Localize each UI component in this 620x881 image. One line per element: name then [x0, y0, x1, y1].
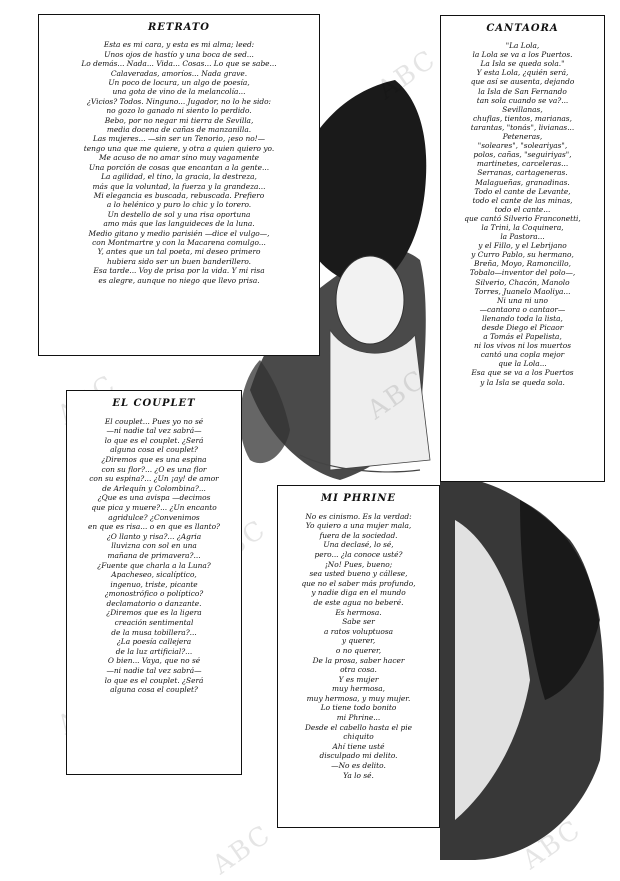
verse-line: Una porción de cosas que encantan a la gente...	[88, 162, 270, 172]
verse-line: pero... ¿la conoce usté?	[314, 549, 403, 559]
verse-line: a Tomás el Papelista,	[483, 332, 562, 342]
verse-line: Yo quiero a una mujer mala,	[305, 521, 412, 531]
verse-line: y nadie diga en el mundo	[311, 588, 406, 598]
verse-line: alguna cosa el couplet?	[110, 445, 198, 455]
verse-line: Una declasé, lo sé,	[323, 540, 394, 550]
verse-line: Y es mujer	[338, 674, 379, 684]
verse-line: media docena de cañas de manzanilla.	[106, 125, 252, 135]
stanza	[73, 532, 235, 570]
verse-line: todo el cante de las minas,	[472, 195, 573, 205]
verse-line: de Arlequín y Colombina?...	[102, 483, 206, 493]
verse-line: Lo tiene todo bonito	[320, 703, 397, 713]
poem-title: MI PHRINE	[321, 493, 396, 504]
watermark: ABC	[372, 44, 443, 106]
verse-line: O bien... Vaya, que no sé	[107, 656, 201, 666]
verse-line: Bebo, por no negar mi tierra de Sevilla,	[104, 115, 254, 125]
verse-line: El couplet... Pues yo no sé	[104, 416, 204, 426]
poem-retrato	[38, 14, 320, 356]
verse-line: y Curro Pablo, su hermano,	[471, 250, 574, 260]
verse-line: tan sola cuando se va?...	[476, 95, 569, 105]
verse-line: desde Diego el Picaor	[481, 323, 564, 332]
verse-line: que así se ausenta, dejando	[470, 77, 575, 87]
verse-line: o no querer,	[335, 645, 382, 655]
poem-title: EL COUPLET	[112, 398, 196, 409]
verse-line: a ratos voluptuosa	[323, 626, 394, 636]
verse-line: con su flor?... ¿O es una flor	[101, 464, 207, 474]
verse-line: la Lola se va a los Puertos.	[472, 50, 573, 60]
verse-line: ni los vivos ni los muertos	[473, 341, 572, 351]
verse-line: Breña, Moyo, Ramoncillo,	[474, 259, 571, 269]
poem-cantaora	[440, 15, 605, 482]
verse-line: con su espina?... ¿Un ¡ay! de amor	[89, 474, 219, 484]
verse-line: Apacheseo, sicalíptico,	[111, 570, 197, 580]
verse-line: —ni nadie tal vez sabrá—	[106, 426, 202, 436]
verse-line: no gozo lo ganado ni siento lo perdido.	[106, 106, 252, 116]
verse-line: Malagueñas, granadinas.	[475, 177, 570, 187]
verse-line: Me acuso de no amar sino muy vagamente	[98, 153, 260, 163]
stanza	[284, 512, 433, 608]
verse-line: y el Fillo, y el Lebrijano	[478, 241, 567, 251]
stanza	[284, 608, 433, 781]
verse-line: Silverio, Chacón, Manolo	[475, 277, 570, 287]
stanza	[447, 105, 598, 296]
verse-line: Esta es mi cara, y esta es mi alma; leed:	[103, 40, 255, 50]
verse-line: Serranas, cartageneras.	[477, 168, 568, 178]
verse-line: Calaveradas, amoríos... Nada grave.	[110, 68, 248, 78]
verse-line: en que es risa... o en que es llanto?	[88, 522, 220, 532]
poem-title: CANTAORA	[486, 23, 559, 34]
verse-line: Desde el cabello hasta el pie	[304, 722, 413, 732]
verse-line: de la luz artificial?...	[115, 646, 193, 656]
verse-line: Mi elegancia es buscada, rebuscada. Prefiero	[93, 190, 265, 200]
verse-line: Esa que se va a los Puertos	[471, 368, 574, 378]
verse-line: disculpado mi delito.	[319, 751, 398, 761]
stanza	[73, 455, 235, 493]
verse-line: —ni nadie tal vez sabrá—	[106, 666, 202, 676]
stanza	[73, 656, 235, 694]
verse-line: Ahí tiene usté	[332, 741, 385, 751]
verse-line: Medio gitano y medio parisién —dice el vulgo—,	[88, 228, 270, 238]
verse-line: cantó una copla mejor	[480, 350, 565, 360]
verse-line: ¡No! Pues, bueno;	[324, 559, 393, 569]
watermark: ABC	[207, 819, 278, 881]
verse-line: una gota de vino de la melancolía...	[112, 87, 246, 97]
verse-line: a lo helénico y puro lo chic y lo torero.	[106, 200, 252, 210]
verse-line: que no el saber más profundo,	[301, 578, 416, 588]
verse-line: La agilidad, el tino, la gracia, la destreza,	[101, 172, 257, 182]
verse-line: ¿O llanto y risa?... ¿Agria	[106, 531, 202, 541]
verse-line: Unos ojos de hastío y una boca de sed...	[104, 49, 254, 59]
verse-line: —cantaora o cantaor—	[479, 304, 566, 314]
verse-line: Es hermosa.	[335, 607, 382, 617]
stanza	[447, 41, 598, 105]
verse-line: Tobalo—inventor del polo—,	[469, 268, 576, 278]
watermark: ABC	[517, 814, 588, 876]
verse-line: —No es delito.	[331, 761, 386, 771]
verse-line: que la Lola...	[498, 359, 547, 369]
verse-line: ¿Diremos que es una espina	[101, 454, 207, 464]
verse-line: Ya lo sé.	[343, 770, 374, 780]
poem-mi-phrine	[277, 485, 440, 828]
poem-body	[447, 41, 598, 387]
stanza	[73, 417, 235, 455]
verse-line: muy hermosa, y muy mujer.	[306, 693, 411, 703]
verse-line: Sevillanas,	[502, 104, 543, 114]
verse-line: lluvizna con sol en una	[111, 541, 197, 551]
verse-line: lo que es el couplet. ¿Será	[104, 675, 204, 685]
verse-line: De la prosa, saber hacer	[312, 655, 405, 665]
verse-line: Y esta Lola, ¿quién será,	[476, 68, 569, 78]
verse-line: la Isla de San Fernando	[478, 86, 567, 96]
poem-el-couplet	[66, 390, 242, 775]
verse-line: Ni una ni uno	[497, 295, 548, 305]
verse-line: amo más que las languideces de la luna.	[103, 219, 255, 229]
verse-line: mi Phrine...	[336, 713, 381, 723]
verse-line: chuflas, tientos, marianas,	[473, 113, 572, 123]
verse-line: No es cinismo. Es la verdad:	[305, 511, 412, 521]
verse-line: creación sentimental	[114, 618, 194, 628]
verse-line: todo el cante...	[494, 204, 551, 214]
verse-line: Esa tarde... Voy de prisa por la vida. Y mi risa	[93, 266, 265, 276]
verse-line: hubiera sido ser un buen banderillero.	[106, 256, 252, 266]
poem-body	[45, 40, 313, 285]
verse-line: muy hermosa,	[332, 684, 385, 694]
verse-line: que pica y muere?... ¿Un encanto	[91, 502, 217, 512]
verse-line: Sabe ser	[342, 617, 375, 627]
verse-line: más que la voluntad, la fuerza y la grandeza...	[92, 181, 266, 191]
verse-line: Todo el cante de Levante,	[474, 186, 571, 196]
verse-line: ¿Que es una avispa —decimos	[97, 493, 211, 503]
verse-line: declamatorio o danzante.	[106, 598, 202, 608]
verse-line: lo que es el couplet. ¿Será	[104, 435, 204, 445]
verse-line: chiquito	[343, 732, 374, 742]
verse-line: sea usted bueno y cállese,	[309, 569, 408, 579]
verse-line: polos, cañas, "seguiriyas",	[473, 150, 572, 160]
verse-line: otra cosa.	[340, 665, 377, 675]
verse-line: llenando toda la lista,	[482, 313, 563, 323]
stanza	[45, 266, 313, 285]
poem-title: RETRATO	[147, 22, 211, 33]
stanza	[73, 608, 235, 656]
verse-line: mañana de primavera?...	[107, 550, 201, 560]
verse-line: "soleares", "soleariyas",	[477, 141, 568, 151]
poem-body	[73, 417, 235, 695]
verse-line: que cantó Silverio Franconetti,	[464, 213, 581, 223]
stanza	[45, 40, 313, 78]
verse-line: tengo una que me quiere, y otra a quien quiero yo.	[83, 143, 275, 153]
stanza	[447, 296, 598, 387]
verse-line: es alegre, aunque no niego que llevo prisa.	[98, 275, 260, 285]
verse-line: ¿monostrófico o políptico?	[104, 589, 204, 599]
verse-line: ¿Fuente que charla a la Luna?	[97, 560, 211, 570]
verse-line: Lo demás... Nada... Vida... Cosas... Lo que se sabe...	[81, 59, 277, 69]
verse-line: ¿Diremos que es la ligera	[106, 608, 202, 618]
stanza	[45, 153, 313, 266]
verse-line: Un poco de locura, un algo de poesía,	[108, 78, 250, 88]
verse-line: ¿La poesía callejera	[116, 637, 192, 647]
stanza	[73, 493, 235, 531]
verse-line: Las mujeres... —sin ser un Tenorio, ¡eso no!—	[92, 134, 266, 144]
verse-line: "La Lola,	[505, 41, 540, 51]
verse-line: fuera de la sociedad.	[319, 530, 398, 540]
verse-line: la Pastora...	[500, 232, 545, 242]
verse-line: Torres, Juanelo Maoliya...	[474, 286, 571, 296]
verse-line: y la Isla se queda sola.	[480, 377, 565, 387]
poem-body	[284, 512, 433, 781]
verse-line: alguna cosa el couplet?	[110, 685, 198, 695]
verse-line: de este agua no beberé.	[313, 597, 404, 607]
verse-line: La Isla se queda sola."	[480, 59, 565, 69]
verse-line: de la musa tobillera?...	[111, 627, 197, 637]
verse-line: Peteneras,	[502, 132, 543, 142]
stanza	[73, 570, 235, 608]
verse-line: martinetes, carceleras...	[476, 159, 569, 169]
verse-line: con Montmartre y con la Macarena comulgo...	[92, 237, 266, 247]
stanza	[45, 78, 313, 153]
verse-line: Y, antes que un tal poeta, mi deseo primero	[97, 247, 261, 257]
verse-line: tarantas, "tonás", livianas...	[470, 122, 575, 132]
verse-line: la Trini, la Coquinera,	[481, 222, 564, 232]
verse-line: agridulce? ¿Convenimos	[108, 512, 200, 522]
verse-line: y querer,	[341, 636, 376, 646]
verse-line: ¿Vicios? Todos. Ninguno... Jugador, no lo he sido:	[86, 96, 272, 106]
verse-line: ingenuo, triste, picante	[110, 579, 198, 589]
verse-line: Un destello de sol y una risa oportuna	[107, 209, 251, 219]
